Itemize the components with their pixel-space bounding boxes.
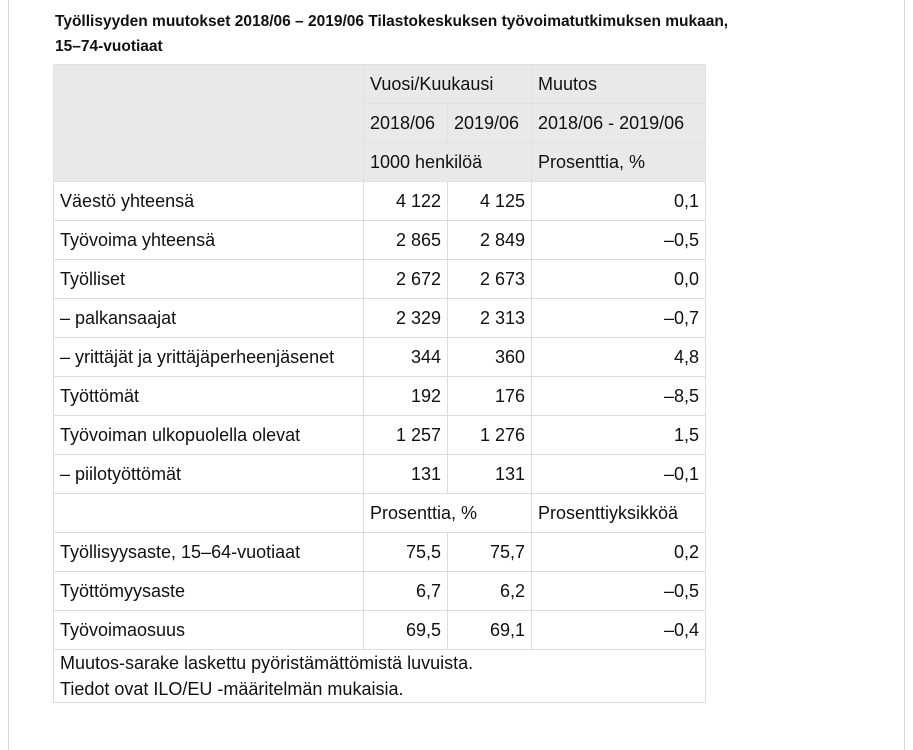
table-row <box>54 533 706 572</box>
row-value-2019: 2 849 <box>448 221 532 260</box>
footnote-row <box>54 650 706 703</box>
row-value-2018: 2 672 <box>364 260 448 299</box>
row-label: – yrittäjät ja yrittäjäperheenjäsenet <box>54 338 364 377</box>
row-value-2018: 6,7 <box>364 572 448 611</box>
row-label: Työvoimaosuus <box>54 611 364 650</box>
row-value-2018: 2 865 <box>364 221 448 260</box>
row-value-2019: 131 <box>448 455 532 494</box>
table-row <box>54 416 706 455</box>
row-value-2018: 131 <box>364 455 448 494</box>
row-value-2018: 69,5 <box>364 611 448 650</box>
row-value-2019: 2 313 <box>448 299 532 338</box>
footnote-line1: Muutos-sarake laskettu pyöristämättömistä luvuista. <box>60 653 474 673</box>
header-corner <box>54 65 364 182</box>
row-value-2019: 75,7 <box>448 533 532 572</box>
row-label: Työvoima yhteensä <box>54 221 364 260</box>
row-value-2019: 360 <box>448 338 532 377</box>
table-title-line2: 15–74-vuotiaat <box>55 38 163 55</box>
row-change: –8,5 <box>532 377 706 416</box>
row-value-2018: 75,5 <box>364 533 448 572</box>
table-row <box>54 338 706 377</box>
row-value-2018: 2 329 <box>364 299 448 338</box>
row-change: –0,7 <box>532 299 706 338</box>
header-col-2018: 2018/06 <box>364 104 448 143</box>
header-row-groups <box>54 65 706 104</box>
row-value-2019: 4 125 <box>448 182 532 221</box>
row-value-2019: 1 276 <box>448 416 532 455</box>
table-row <box>54 377 706 416</box>
row-change: –0,5 <box>532 572 706 611</box>
row-label: Työlliset <box>54 260 364 299</box>
header-change: Muutos <box>532 65 706 104</box>
row-value-2018: 344 <box>364 338 448 377</box>
row-change: 4,8 <box>532 338 706 377</box>
row-value-2019: 69,1 <box>448 611 532 650</box>
row-label: Työllisyysaste, 15–64-vuotiaat <box>54 533 364 572</box>
row-label: Väestö yhteensä <box>54 182 364 221</box>
row-change: –0,4 <box>532 611 706 650</box>
row-value-2019: 176 <box>448 377 532 416</box>
row-value-2019: 6,2 <box>448 572 532 611</box>
row-label: Työttömyysaste <box>54 572 364 611</box>
row-label: – piilotyöttömät <box>54 455 364 494</box>
row-value-2018: 4 122 <box>364 182 448 221</box>
header-unit-percent: Prosenttia, % <box>532 143 706 182</box>
row-value-2018: 1 257 <box>364 416 448 455</box>
rates-section <box>54 533 706 650</box>
row-change: 0,0 <box>532 260 706 299</box>
frame-left-border <box>8 0 9 750</box>
subheader-unit-percent: Prosenttia, % <box>364 494 532 533</box>
table-row <box>54 611 706 650</box>
row-change: 0,2 <box>532 533 706 572</box>
row-change: 0,1 <box>532 182 706 221</box>
subheader-row <box>54 494 706 533</box>
table-title-line1: Työllisyyden muutokset 2018/06 – 2019/06 Tilastokeskuksen työvoimatutkimuksen mukaan, <box>55 13 729 30</box>
row-change: –0,5 <box>532 221 706 260</box>
table-title <box>55 9 875 59</box>
header-col-change: 2018/06 - 2019/06 <box>532 104 706 143</box>
employment-table <box>53 64 706 703</box>
footnote <box>54 650 706 703</box>
table-row <box>54 260 706 299</box>
footnote-line2: Tiedot ovat ILO/EU -määritelmän mukaisia. <box>60 679 404 699</box>
subheader-blank <box>54 494 364 533</box>
row-label: Työvoiman ulkopuolella olevat <box>54 416 364 455</box>
table-row <box>54 299 706 338</box>
header-period: Vuosi/Kuukausi <box>364 65 532 104</box>
table-row <box>54 572 706 611</box>
table-row <box>54 455 706 494</box>
subheader-unit-points: Prosenttiyksikköä <box>532 494 706 533</box>
row-label: – palkansaajat <box>54 299 364 338</box>
row-value-2019: 2 673 <box>448 260 532 299</box>
header-unit-persons: 1000 henkilöä <box>364 143 532 182</box>
frame-right-border <box>904 0 905 750</box>
header-col-2019: 2019/06 <box>448 104 532 143</box>
row-value-2018: 192 <box>364 377 448 416</box>
row-change: 1,5 <box>532 416 706 455</box>
row-change: –0,1 <box>532 455 706 494</box>
table-row <box>54 221 706 260</box>
table-row <box>54 182 706 221</box>
row-label: Työttömät <box>54 377 364 416</box>
persons-section <box>54 182 706 494</box>
